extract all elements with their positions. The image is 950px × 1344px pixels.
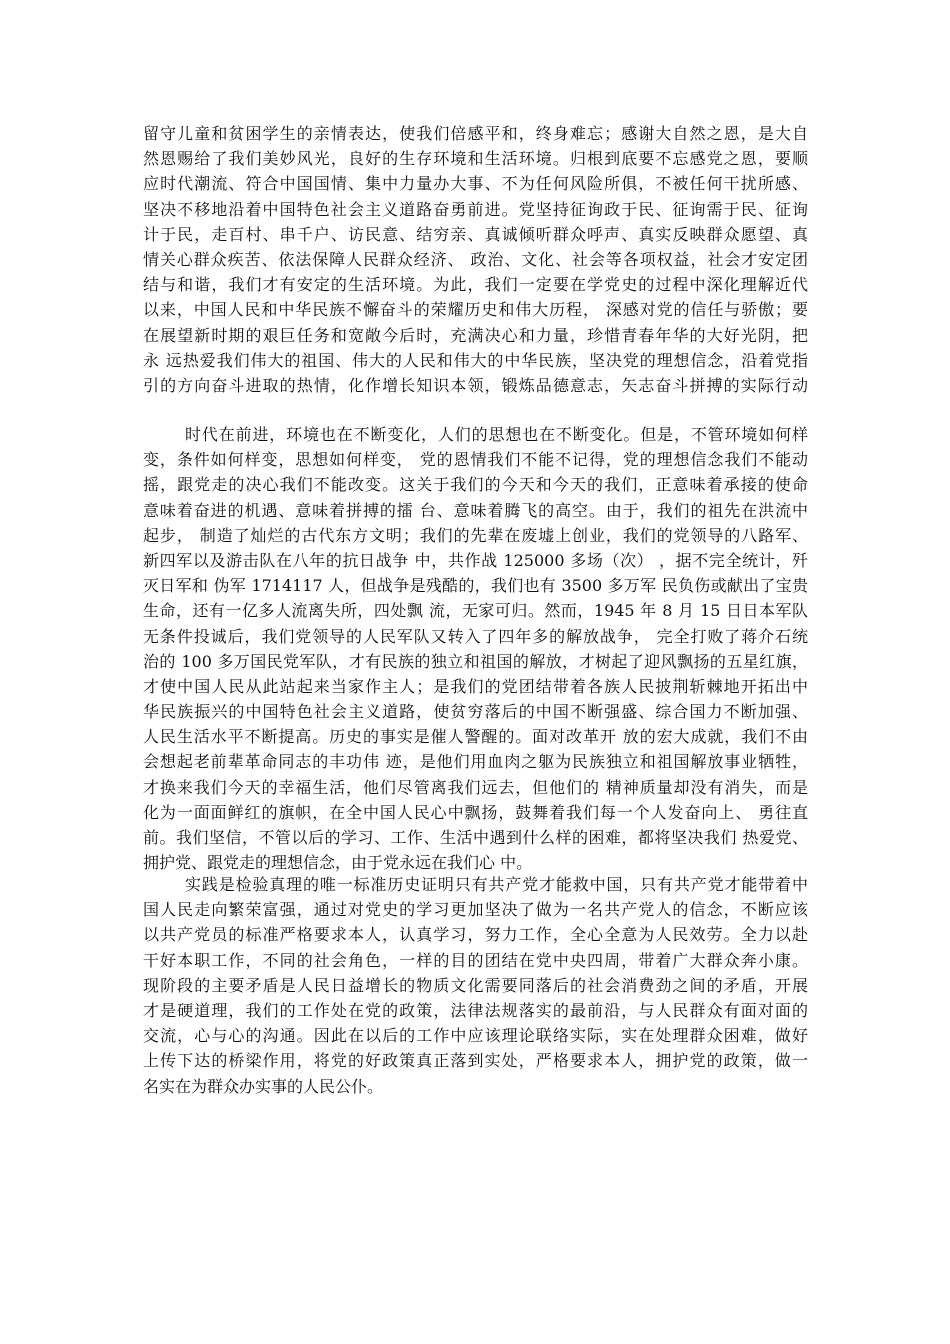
text-line: 现阶段的主要矛盾是人民日益增长的物质文化需要同落后的社会消费劲之间的矛盾，开展: [143, 975, 808, 995]
text-line: 国人民走向繁荣富强，通过对党史的学习更加坚决了做为一名共产党人的信念，不断应该: [143, 900, 808, 920]
text-line: 华民族振兴的中国特色社会主义道路，使贫穷落后的中国不断强盛、综合国力不断加强、: [143, 702, 808, 722]
text-line: 起步， 制造了灿烂的古代东方文明；我们的先辈在废墟上创业，我们的党领导的八路军、: [143, 525, 808, 545]
text-line: 生命，还有一亿多人流离失所，四处飘 流，无家可归。然而，1945 年 8 月 15 日日本军队: [143, 601, 808, 621]
text-line: 意味着奋进的机遇、意味着拼搏的擂 台、意味着腾飞的高空。由于，我们的祖先在洪流中: [143, 500, 808, 520]
paragraph-gratitude: [143, 121, 808, 398]
text-line: 以共产党员的标准严格要求本人，认真学习，努力工作，全心全意为人民效劳。全力以赴: [143, 925, 808, 945]
text-line: 时代在前进，环境也在不断变化，人们的思想也在不断变化。但是，不管环境如何样: [185, 425, 808, 444]
text-line: 留守儿童和贫困学生的亲情表达，使我们倍感平和，终身难忘；感谢大自然之恩，是大自: [143, 124, 808, 143]
text-line: 结与和谐，我们才有安定的生活环境。为此，我们一定要在学党史的过程中深化理解近代: [143, 275, 808, 295]
text-line: 应时代潮流、符合中国国情、集中力量办大事、不为任何风险所俱，不被任何干扰所感、: [143, 174, 808, 194]
text-line: 引的方向奋斗进取的热情，化作增长知识本领，锻炼品德意志，矢志奋斗拼搏的实际行动: [143, 375, 808, 395]
text-line: 以来，中国人民和中华民族不懈奋斗的荣耀历史和伟大历程， 深感对党的信任与骄傲；要: [143, 300, 808, 320]
text-line: 新四军以及游击队在八年的抗日战争 中，共作战 125000 多场（次） ，据不完全统计，歼: [143, 550, 808, 570]
text-line: 在展望新时期的艰巨任务和宽敞今后时，充满决心和力量，珍惜青春年华的大好光阴，把: [143, 325, 808, 345]
text-line: 灭日军和 伪军 1714117 人，但战争是残酷的，我们也有 3500 多万军 民负伤或献出了宝贵: [143, 576, 808, 596]
text-line: 会想起老前辈革命同志的丰功伟 迹，是他们用血肉之躯为民族独立和祖国解放事业牺牲，: [143, 752, 808, 772]
text-line: 实践是检验真理的唯一标准历史证明只有共产党才能救中国，只有共产党才能带着中: [185, 875, 808, 894]
text-line: 名实在为群众办实事的人民公仆。: [143, 1076, 384, 1096]
text-line: 才使中国人民从此站起来当家作主人；是我们的党团结带着各族人民披荆斩棘地开拓出中: [143, 676, 808, 696]
text-line: 干好本职工作，不同的社会角色，一样的目的团结在党中央四周，带着广大群众奔小康。: [143, 950, 808, 970]
text-line: 拥护党、跟党走的理想信念，由于党永远在我们心 中。: [143, 853, 533, 873]
text-line: 摇，跟党走的决心我们不能改变。这关于我们的今天和今天的我们，正意味着承接的使命: [143, 475, 808, 495]
text-line: 人民生活水平不断提高。历史的事实是催人警醒的。面对改革开 放的宏大成就，我们不由: [143, 727, 808, 747]
text-line: 坚决不移地沿着中国特色社会主义道路奋勇前进。党坚持征询政于民、征询需于民、征询: [143, 199, 808, 219]
text-line: 计于民，走百村、串千户、访民意、结穷亲、真诚倾听群众呼声、真实反映群众愿望、真: [143, 224, 808, 244]
text-line: 交流，心与心的沟通。因此在以后的工作中应该理论联络实际，实在处理群众困难，做好: [143, 1026, 808, 1046]
text-line: 化为一面面鲜红的旗帜，在全中国人民心中飘扬，鼓舞着我们每一个人发奋向上、 勇往直: [143, 802, 808, 822]
text-line: 无条件投诚后，我们党领导的人民军队又转入了四年多的解放战争， 完全打败了蒋介石统: [143, 626, 808, 646]
text-line: 才是硬道理，我们的工作处在党的政策，法律法规落实的最前沿，与人民群众有面对面的: [143, 1000, 808, 1020]
text-line: 前。我们坚信，不管以后的学习、工作、生活中遇到什么样的困难，都将坚决我们 热爱党、: [143, 828, 808, 847]
text-line: 才换来我们今天的幸福生活，他们尽管离我们远去，但他们的 精神质量却没有消失，而是: [143, 777, 808, 797]
text-line: 变，条件如何样变，思想如何样变， 党的恩情我们不能不记得，党的理想信念我们不能动: [143, 450, 808, 470]
paragraph-practice-truth: [143, 872, 808, 1099]
text-line: 永 远热爱我们伟大的祖国、伟大的人民和伟大的中华民族，坚决党的理想信念，沿着党指: [143, 350, 808, 370]
text-line: 然恩赐给了我们美妙风光，良好的生存环境和生活环境。归根到底要不忘感党之恩，要顺: [143, 149, 808, 169]
text-line: 治的 100 多万国民党军队，才有民族的独立和祖国的解放，才树起了迎风飘扬的五星红旗，: [143, 651, 808, 671]
text-line: 情关心群众疾苦、依法保障人民群众经济、 政治、文化、社会等各项权益，社会才安定团: [143, 249, 808, 269]
paragraph-times-progress: [143, 422, 808, 875]
text-line: 上传下达的桥梁作用，将党的好政策真正落到实处，严格要求本人，拥护党的政策，做一: [143, 1051, 808, 1071]
